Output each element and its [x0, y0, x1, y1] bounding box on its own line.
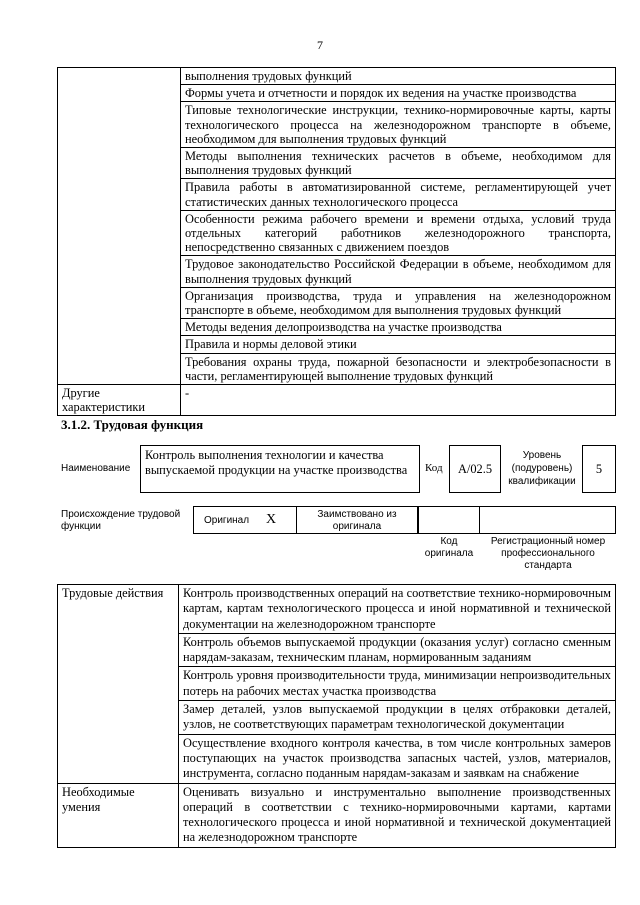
- knowledge-item: Трудовое законодательство Российской Федерации в объеме, необходимом для выполнения трудовых функций: [181, 256, 616, 287]
- level-label: Уровень (подуровень) квалификации: [508, 450, 576, 487]
- action-item: Контроль производственных операций на соответствие технико-нормировочным картам, картам технологического процесса и иной нормативной и технической документации на железнодорожном транспорте: [179, 585, 616, 634]
- knowledge-item: Правила работы в автоматизированной системе, регламентирующей учет статистических данных технологического процесса: [181, 179, 616, 210]
- knowledge-table: [57, 67, 616, 416]
- borrowed-box: Заимствовано из оригинала: [296, 506, 418, 534]
- knowledge-item: Методы ведения делопроизводства на участке производства: [181, 319, 616, 336]
- action-item: Замер деталей, узлов выпускаемой продукции в целях отбраковки деталей, узлов, не соответствующих параметрам технологической документации: [179, 701, 616, 735]
- code-original-label: Код оригинала: [424, 536, 474, 559]
- knowledge-item: выполнения трудовых функций: [181, 68, 616, 85]
- level-value-box: 5: [582, 445, 616, 493]
- section-title: 3.1.2. Трудовая функция: [61, 417, 204, 432]
- actions-table: [57, 584, 616, 848]
- skill-item: Оценивать визуально и инструментально выполнение производственных операций в соответствии с технико-нормировочными картами, картами технологического процесса и иной нормативной и технической документацией на железнодорожном транспорте: [179, 783, 616, 847]
- empty-label-cell: [58, 68, 181, 385]
- knowledge-item: Типовые технологические инструкции, технико-нормировочные карты, карты технологического процесса на железнодорожном транспорте в объеме, необходимом для выполнения трудовых функций: [181, 102, 616, 148]
- original-box: [193, 506, 297, 534]
- knowledge-item: Методы выполнения технических расчетов в объеме, необходимом для выполнения трудовых функций: [181, 148, 616, 179]
- skills-label: Необходимые умения: [58, 783, 179, 847]
- code-label: Код: [425, 462, 443, 474]
- knowledge-item: Особенности режима рабочего времени и времени отдыха, условий труда отдельных категорий работников железнодорожного транспорта, непосредственно связанных с движением поездов: [181, 210, 616, 256]
- code-original-box: [418, 506, 480, 534]
- reg-number-label: Регистрационный номер профессионального стандарта: [490, 536, 606, 571]
- other-characteristics-value: -: [181, 385, 616, 416]
- action-item: Контроль уровня производительности труда, минимизации непроизводительных потерь на рабочих местах участка производства: [179, 667, 616, 701]
- other-characteristics-label: Другие характеристики: [58, 385, 181, 416]
- page-number: 7: [317, 38, 323, 52]
- action-item: Осуществление входного контроля качества, в том числе контрольных замеров поступающих на участок производства запасных частей, узлов, материалов, инструмента, согласно поданным нарядам-заказам и заявкам на снабжение: [179, 734, 616, 783]
- actions-label: Трудовые действия: [58, 585, 179, 784]
- knowledge-item: Правила и нормы деловой этики: [181, 336, 616, 353]
- knowledge-item: Требования охраны труда, пожарной безопасности и электробезопасности в части, регламентирующей выполнение трудовых функций: [181, 353, 616, 384]
- original-mark: X: [266, 512, 277, 527]
- original-label: Оригинал: [204, 515, 250, 526]
- origin-label: Происхождение трудовой функции: [61, 509, 181, 532]
- function-name-box: Контроль выполнения технологии и качества выпускаемой продукции на участке производства: [140, 445, 420, 493]
- knowledge-item: Организация производства, труда и управления на железнодорожном транспорте в объеме, необходимом для выполнения трудовых функций: [181, 287, 616, 318]
- name-label: Наименование: [61, 463, 131, 474]
- knowledge-item: Формы учета и отчетности и порядок их ведения на участке производства: [181, 85, 616, 102]
- reg-number-box: [479, 506, 616, 534]
- action-item: Контроль объемов выпускаемой продукции (оказания услуг) согласно сменным нарядам-заказам, техническим планам, нормированным заданиям: [179, 633, 616, 667]
- code-value-box: A/02.5: [449, 445, 501, 493]
